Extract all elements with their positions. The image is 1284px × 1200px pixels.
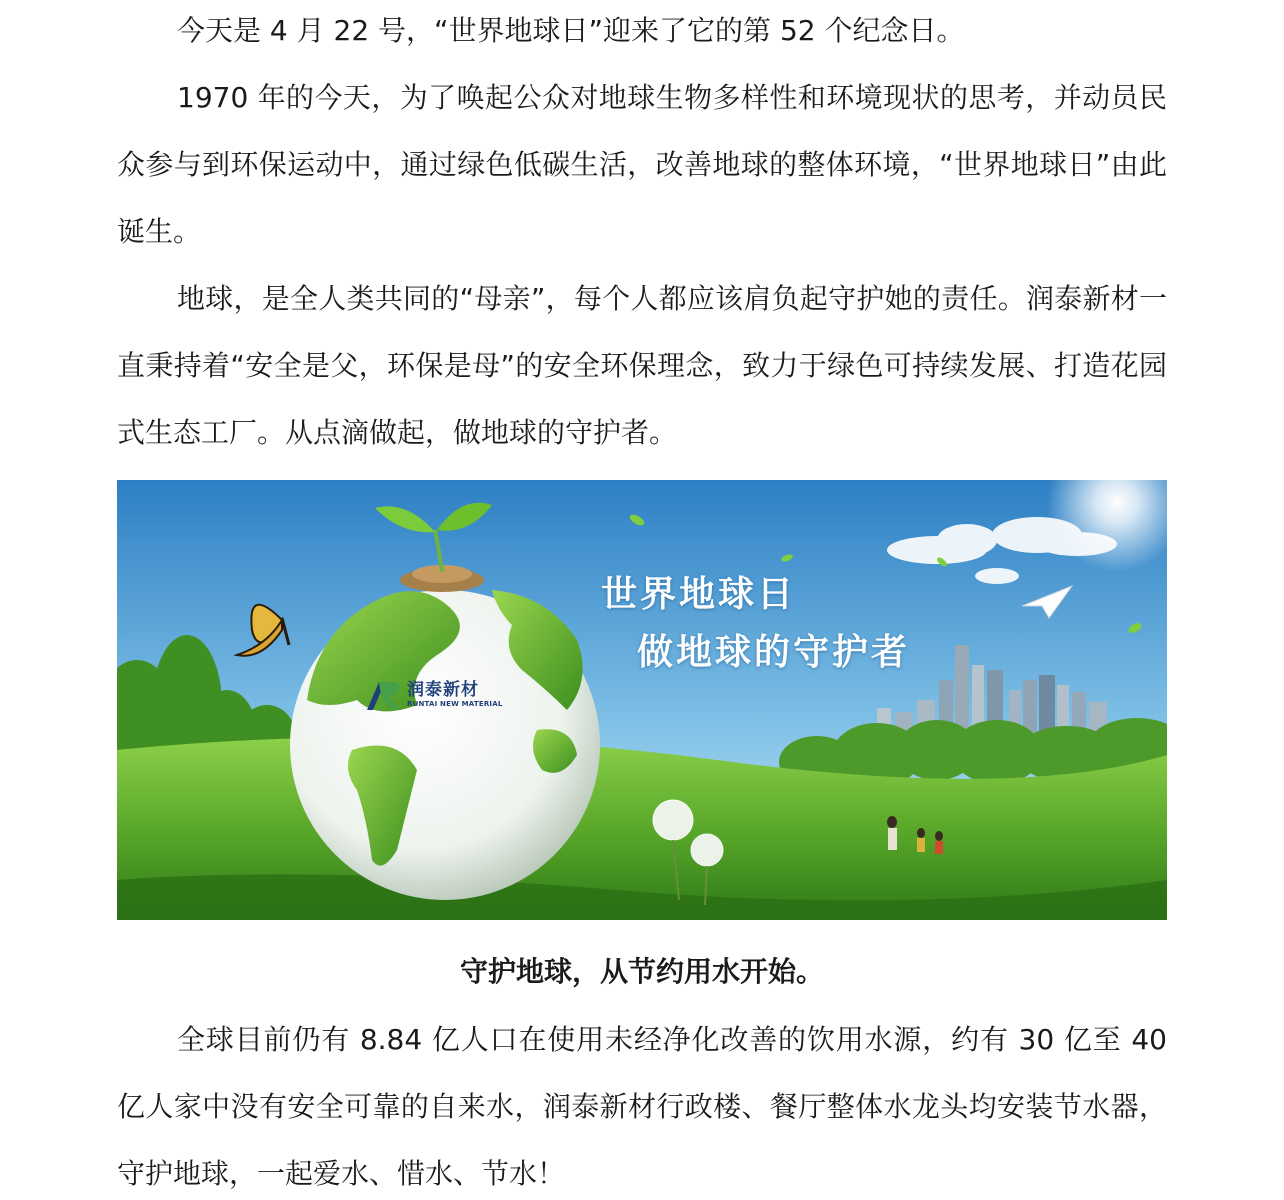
logo-name-cn: 润泰新材 xyxy=(407,679,479,700)
logo-name-en: RUNTAI NEW MATERIAL xyxy=(407,699,503,708)
banner-illustration xyxy=(117,480,1167,920)
mission-paragraph: 地球，是全人类共同的“母亲”，每个人都应该肩负起守护她的责任。润泰新材一直秉持着“安全是父，环保是母”的安全环保理念，致力于绿色可持续发展、打造花园式生态工厂。从点滴做起，做地球的守护者。 xyxy=(117,282,1167,449)
history-paragraph: 1970 年的今天，为了唤起公众对地球生物多样性和环境现状的思考，并动员民众参与到环保运动中，通过绿色低碳生活，改善地球的整体环境，“世界地球日”由此诞生。 xyxy=(117,81,1167,248)
earth-day-banner xyxy=(117,480,1167,920)
section-heading: 守护地球，从节约用水开始。 xyxy=(459,955,824,988)
banner-title-line-1: 世界地球日 xyxy=(601,574,797,615)
water-saving-paragraph: 全球目前仍有 8.84 亿人口在使用未经净化改善的饮用水源，约有 30 亿至 40 亿人家中没有安全可靠的自来水，润泰新材行政楼、餐厅整体水龙头均安装节水器，守护地球，一起爱水、惜水、节水！ xyxy=(117,1023,1167,1190)
runtai-logo-icon xyxy=(365,676,403,712)
banner-title-line-2: 做地球的守护者 xyxy=(637,632,911,673)
company-logo xyxy=(365,676,503,712)
intro-paragraph: 今天是 4 月 22 号，“世界地球日”迎来了它的第 52 个纪念日。 xyxy=(177,14,965,47)
globe xyxy=(290,590,600,900)
